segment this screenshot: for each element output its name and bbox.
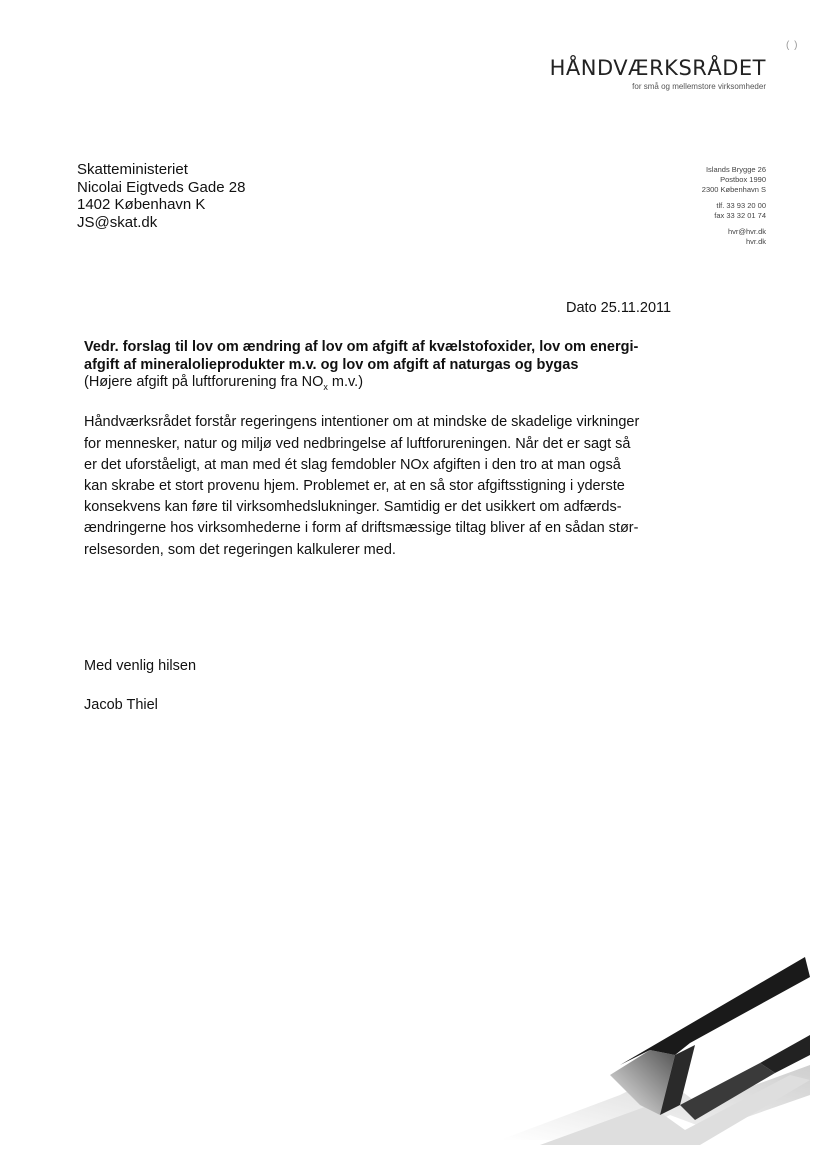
ribbon-dark-end xyxy=(760,1035,810,1073)
recipient-line: 1402 København K xyxy=(77,196,206,213)
sender-city: 2300 København S xyxy=(701,185,766,194)
ribbon-dark-band xyxy=(620,957,810,1065)
page-mark: ( ) xyxy=(786,40,799,51)
sender-web: hvr.dk xyxy=(745,237,766,246)
logo-tagline: for små og mellemstore virksomheder xyxy=(632,82,766,91)
body-line: kan skrabe et stort provenu hjem. Problemet er, at en så stor afgiftsstigning i yderste xyxy=(84,478,625,494)
recipient-line: Skatteministeriet xyxy=(77,161,188,178)
ribbon-graphic xyxy=(500,955,810,1145)
sender-fax: fax 33 32 01 74 xyxy=(714,211,766,220)
sender-email: hvr@hvr.dk xyxy=(727,227,766,236)
body-line: relsesorden, som det regeringen kalkulerer med. xyxy=(84,541,396,558)
sender-postbox: Postbox 1990 xyxy=(720,175,766,184)
body-line: konsekvens kan føre til virksomhedslukninger. Samtidig er det usikkert om adfærds- xyxy=(84,499,622,516)
body-line: for mennesker, natur og miljø ved nedbringelse af luftforureningen. Når det er sagt så xyxy=(84,435,631,452)
subtitle-subscript: x xyxy=(323,381,328,392)
letter-content xyxy=(84,339,694,561)
subject-subtitle xyxy=(84,374,694,396)
sender-contact-info xyxy=(702,165,766,247)
body-paragraph xyxy=(84,412,694,560)
letter-date: Dato 25.11.2011 xyxy=(566,300,672,316)
body-line: Håndværksrådet forstår regeringens intentioner om at mindske de skadelige virkninger xyxy=(84,414,640,431)
recipient-email: JS@skat.dk xyxy=(77,213,158,231)
body-line: er det uforståeligt, at man med ét slag femdobler NOx afgiften i den tro at man også xyxy=(84,456,621,473)
body-line: ændringerne hos virksomhederne i form af driftsmæssige tiltag bliver af en sådan stør- xyxy=(84,520,639,537)
logo-name: HÅNDVÆRKSRÅDET xyxy=(549,56,766,80)
letterhead-logo xyxy=(550,56,766,91)
subject-heading xyxy=(84,339,694,374)
subtitle-suffix: m.v.) xyxy=(327,374,364,390)
recipient-line: Nicolai Eigtveds Gade 28 xyxy=(77,178,246,196)
recipient-address xyxy=(77,161,245,231)
signature-name: Jacob Thiel xyxy=(84,697,158,713)
subject-line: afgift af mineralolieprodukter m.v. og lov om afgift af naturgas og bygas xyxy=(84,356,579,373)
subtitle-prefix: (Højere afgift på luftforurening fra NO xyxy=(84,374,324,390)
sender-phone: tlf. 33 93 20 00 xyxy=(716,201,766,210)
subject-line: Vedr. forslag til lov om ændring af lov om afgift af kvælstofoxider, lov om energi- xyxy=(84,339,639,355)
closing-greeting: Med venlig hilsen xyxy=(84,658,197,674)
sender-street: Islands Brygge 26 xyxy=(705,165,766,174)
